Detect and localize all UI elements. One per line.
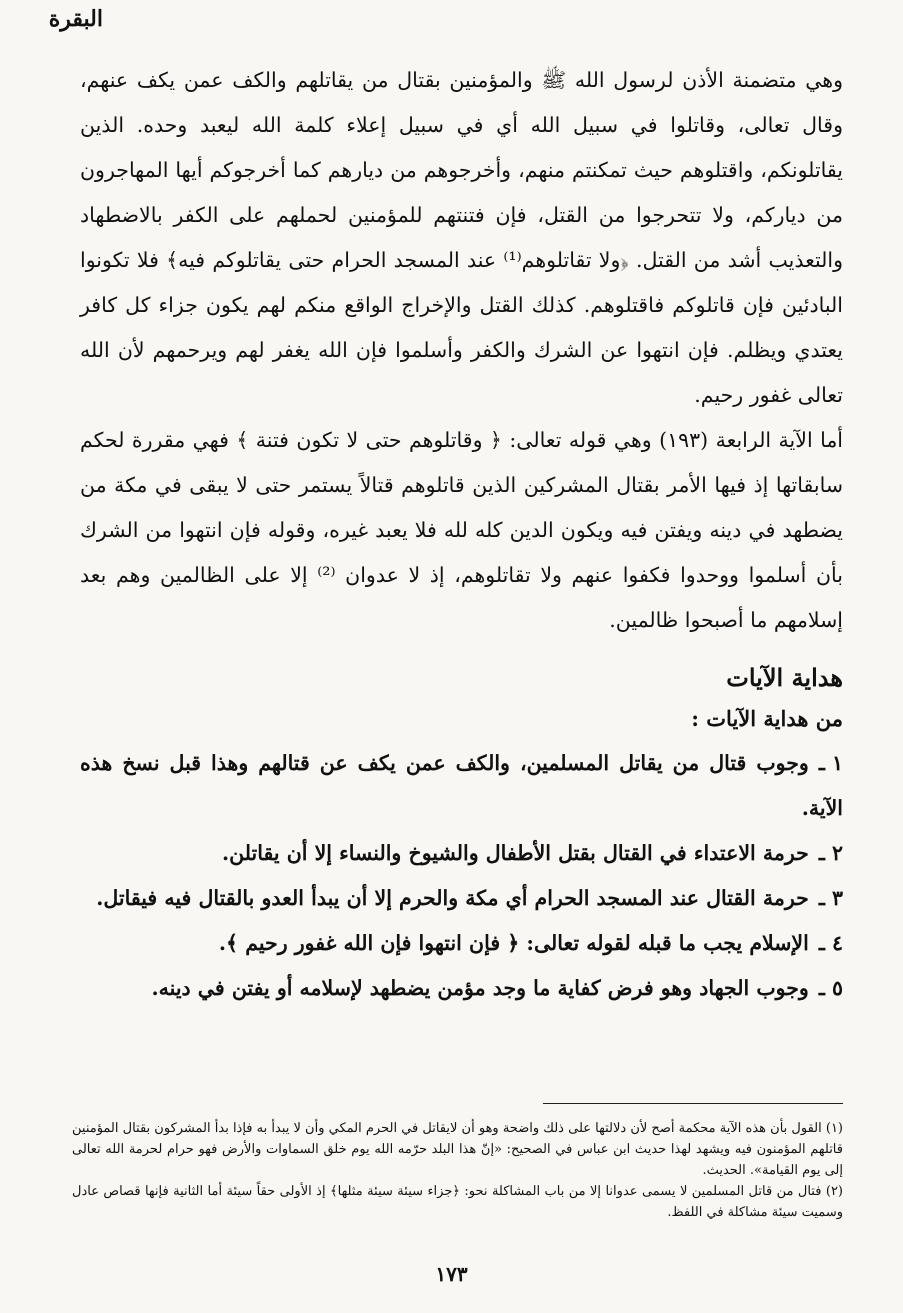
list-item xyxy=(80,741,843,831)
surah-running-header: البقرة xyxy=(48,6,103,32)
section-subtitle: من هداية الآيات : xyxy=(691,706,843,731)
footnote-divider xyxy=(543,1103,843,1104)
section-title: هداية الآيات xyxy=(726,663,843,692)
item-text: الإسلام يجب ما قبله لقوله تعالى: ﴿ فإن انتهوا فإن الله غفور رحيم ﴾. xyxy=(218,931,809,955)
item-number: ١ ـ xyxy=(818,751,843,775)
item-text: حرمة الاعتداء في القتال بقتل الأطفال والشيوخ والنساء إلا أن يقاتلن. xyxy=(222,841,809,865)
list-item xyxy=(80,876,843,921)
lessons-list xyxy=(80,741,843,1011)
item-text: وجوب قتال من يقاتل المسلمين، والكف عمن يكف عن قتالهم وهذا قبل نسخ هذه الآية. xyxy=(80,751,843,820)
main-text xyxy=(80,58,843,1011)
list-item xyxy=(80,921,843,966)
item-text: وجوب الجهاد وهو فرض كفاية ما وجد مؤمن يضطهد لإسلامه أو يفتن في دينه. xyxy=(151,976,809,1000)
paragraph-commentary-1: وهي متضمنة الأذن لرسول الله ﷺ والمؤمنين بقتال من يقاتلهم والكف عمن يكف عنهم، وقال تعالى، وقاتلوا في سبيل الله أي في سبيل إعلاء كلمة الله ليعبد وحده. الذين يقاتلونكم، واقتلوهم حيث تمكنتم منهم، وأخرجوهم من ديارهم كما أخرجوكم أيها المهاجرون من دياركم، ولا تتحرجوا من القتل، فإن فتنتهم للمؤمنين لحملهم على الكفر بالاضطهاد والتعذيب أشد من القتل. ﴿ولا تقاتلوهم⁽¹⁾ عند المسجد الحرام حتى يقاتلوكم فيه﴾ فلا تكونوا البادئين فإن قاتلوكم فاقتلوهم. كذلك القتل والإخراج الواقع منكم لهم يكون جزاء كل كافر يعتدي ويظلم. فإن انتهوا عن الشرك والكفر وأسلموا فإن الله يغفر لهم ويرحمهم لأن الله تعالى غفور رحيم. xyxy=(80,68,843,407)
item-number: ٢ ـ xyxy=(818,841,843,865)
item-text: حرمة القتال عند المسجد الحرام أي مكة والحرم إلا أن يبدأ العدو بالقتال فيه فيقاتل. xyxy=(96,886,809,910)
footnotes xyxy=(72,1118,843,1223)
list-item xyxy=(80,966,843,1011)
page-number: ١٧٣ xyxy=(435,1262,468,1286)
item-number: ٥ ـ xyxy=(818,976,843,1000)
paragraph-commentary-2: أما الآية الرابعة (١٩٣) وهي قوله تعالى: ﴿ وقاتلوهم حتى لا تكون فتنة ﴾ فهي مقررة لحكم سابقاتها إذ فيها الأمر بقتال المشركين الذين قاتلوهم قتالاً يستمر حتى لا يبقى في مكة من يضطهد في دينه ويفتن فيه ويكون الدين كله لله فلا يعبد غيره، وقوله فإن انتهوا من الشرك بأن أسلموا ووحدوا فكفوا عنهم ولا تقاتلوهم، إذ لا عدوان ⁽²⁾ إلا على الظالمين وهم بعد إسلامهم ما أصبحوا ظالمين. xyxy=(80,428,844,632)
item-number: ٤ ـ xyxy=(818,931,843,955)
list-item xyxy=(80,831,843,876)
footnote-2: (٢) فتال من قاتل المسلمين لا يسمى عدوانا إلا من باب المشاكلة نحو: ﴿جزاء سيئة سيئة مثلها﴾ إذ الأولى حقاً سيئة أما الثانية فإنها قصاص عادل وسميت سيئة مشاكلة في اللفظ. xyxy=(72,1184,843,1220)
item-number: ٣ ـ xyxy=(818,886,843,910)
footnote-1: (١) القول بأن هذه الآية محكمة أصح لأن دلالتها على ذلك واضحة وهو أن لايقاتل في الحرم المكي وأن لا يبدأ به فإذا بدأ المشركون بقتال المؤمنين قاتلهم المؤمنون فيه ويشهد لهذا حديث ابن عباس في الصحيح: «إنّ هذا البلد حرّمه الله يوم خلق السماوات والأرض فهو حرام لحرمة الله تعالى إلى يوم القيامة». الحديث. xyxy=(72,1121,843,1178)
